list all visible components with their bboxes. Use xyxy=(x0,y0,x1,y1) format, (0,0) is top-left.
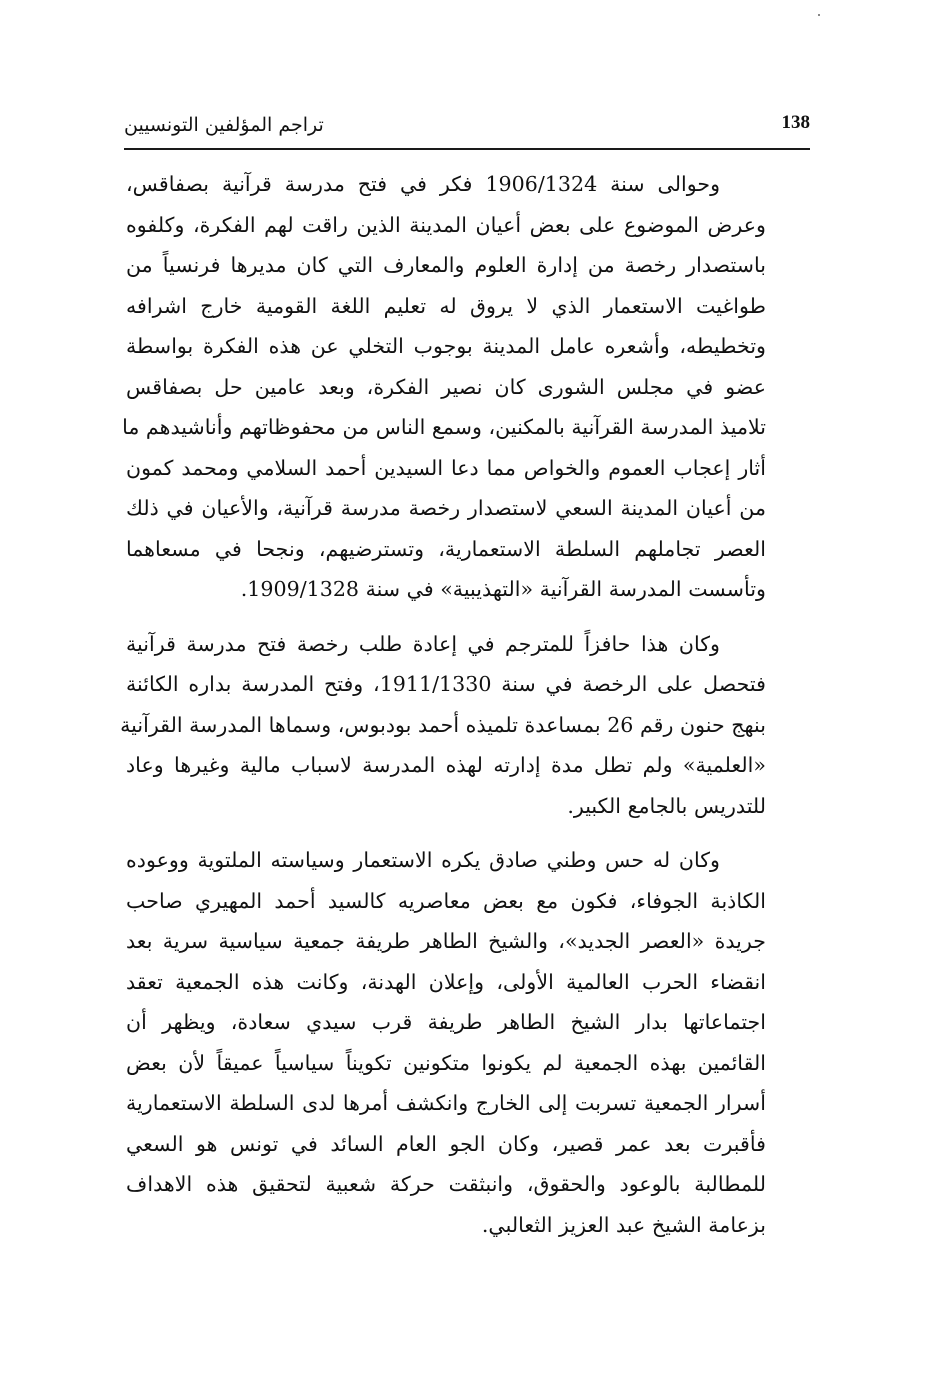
text-line: أثار إعجاب العموم والخواص مما دعا السيدين أحمد السلامي ومحمد كمون xyxy=(126,455,766,480)
text-line: انقضاء الحرب العالمية الأولى، وإعلان الهدنة، وكانت هذه الجمعية تعقد xyxy=(126,969,766,994)
text-line: وتخطيطه، وأشعره عامل المدينة بوجوب التخلي عن هذه الفكرة بواسطة xyxy=(126,334,766,358)
text-line: من أعيان المدينة السعي لاستصدار رخصة مدرسة قرآنية، والأعيان في ذلك xyxy=(126,496,766,520)
text-line: وكان هذا حافزاً للمترجم في إعادة طلب رخصة فتح مدرسة قرآنية xyxy=(126,631,720,656)
text-line: «العلمية» ولم تطل مدة إدارته لهذه المدرسة لاسباب مالية وغيرها وعاد xyxy=(126,753,766,777)
text-line: للمطالبة بالوعود والحقوق، وانبثقت حركة شعبية لتحقيق هذه الاهداف xyxy=(126,1172,766,1196)
text-line: بزعامة الشيخ عبد العزيز الثعالبي. xyxy=(481,1212,766,1237)
text-line: تلاميذ المدرسة القرآنية بالمكنين، وسمع الناس من محفوظاتهم وأناشيدهم ما xyxy=(122,415,766,439)
text-line: أسرار الجمعية تسربت إلى الخارج وانكشف أمرها لدى السلطة الاستعمارية xyxy=(126,1091,766,1115)
page-header xyxy=(124,104,810,150)
text-line: عضو في مجلس الشورى كان نصير الفكرة، وبعد عامين حل بصفاقس xyxy=(126,374,766,399)
text-line: باستصدار رخصة من إدارة العلوم والمعارف التي كان مديرها فرنسياً من xyxy=(126,253,766,277)
paragraph-1 xyxy=(122,164,812,610)
text-line: وكان له حس وطني صادق يكره الاستعمار وسياسته الملتوية ووعوده xyxy=(126,848,720,872)
text-line: بنهج حنون رقم 26 بمساعدة تلميذه أحمد بودبوس، وسماها المدرسة القرآنية xyxy=(120,712,766,737)
running-title: تراجم المؤلفين التونسيين xyxy=(124,114,324,136)
text-line: وتأسست المدرسة القرآنية «التهذيبية» في سنة 1909/1328. xyxy=(240,577,766,601)
text-line: وحوالى سنة 1906/1324 فكر في فتح مدرسة قرآنية بصفاقس، xyxy=(126,172,721,196)
text-line: وعرض الموضوع على بعض أعيان المدينة الذين راقت لهم الفكرة، وكلفوه xyxy=(126,212,766,237)
text-line: فأقبرت بعد عمر قصير، وكان الجو العام السائد في تونس هو السعي xyxy=(126,1131,766,1156)
paragraph-2 xyxy=(120,624,812,827)
body-text xyxy=(120,164,812,1245)
text-line: فتحصل على الرخصة في سنة 1911/1330، وفتح المدرسة بداره الكائنة xyxy=(126,672,766,696)
page-number: 138 xyxy=(781,112,810,133)
paragraph-3 xyxy=(126,840,812,1245)
text-line: القائمين بهذه الجمعية لم يكونوا متكونين تكويناً سياسياً عميقاً لأن بعض xyxy=(126,1050,766,1075)
text-line: اجتماعاتها بدار الشيخ الطاهر طريفة قرب سيدي سعادة، ويظهر أن xyxy=(126,1010,766,1034)
text-line: للتدريس بالجامع الكبير. xyxy=(567,793,766,818)
text-line: جريدة «العصر الجديد»، والشيخ الطاهر طريفة جمعية سياسية سرية بعد xyxy=(126,929,766,953)
text-line: العصر تجاملهم السلطة الاستعمارية، وتسترضيهم، ونجحا في مسعاهما xyxy=(126,536,766,561)
text-line: الكاذبة الجوفاء، فكون مع بعض معاصريه كالسيد أحمد المهيري صاحب xyxy=(126,888,766,913)
scan-speck xyxy=(818,14,820,16)
text-line: طواغيت الاستعمار الذي لا يروق له تعليم اللغة القومية خارج اشرافه xyxy=(126,293,766,318)
